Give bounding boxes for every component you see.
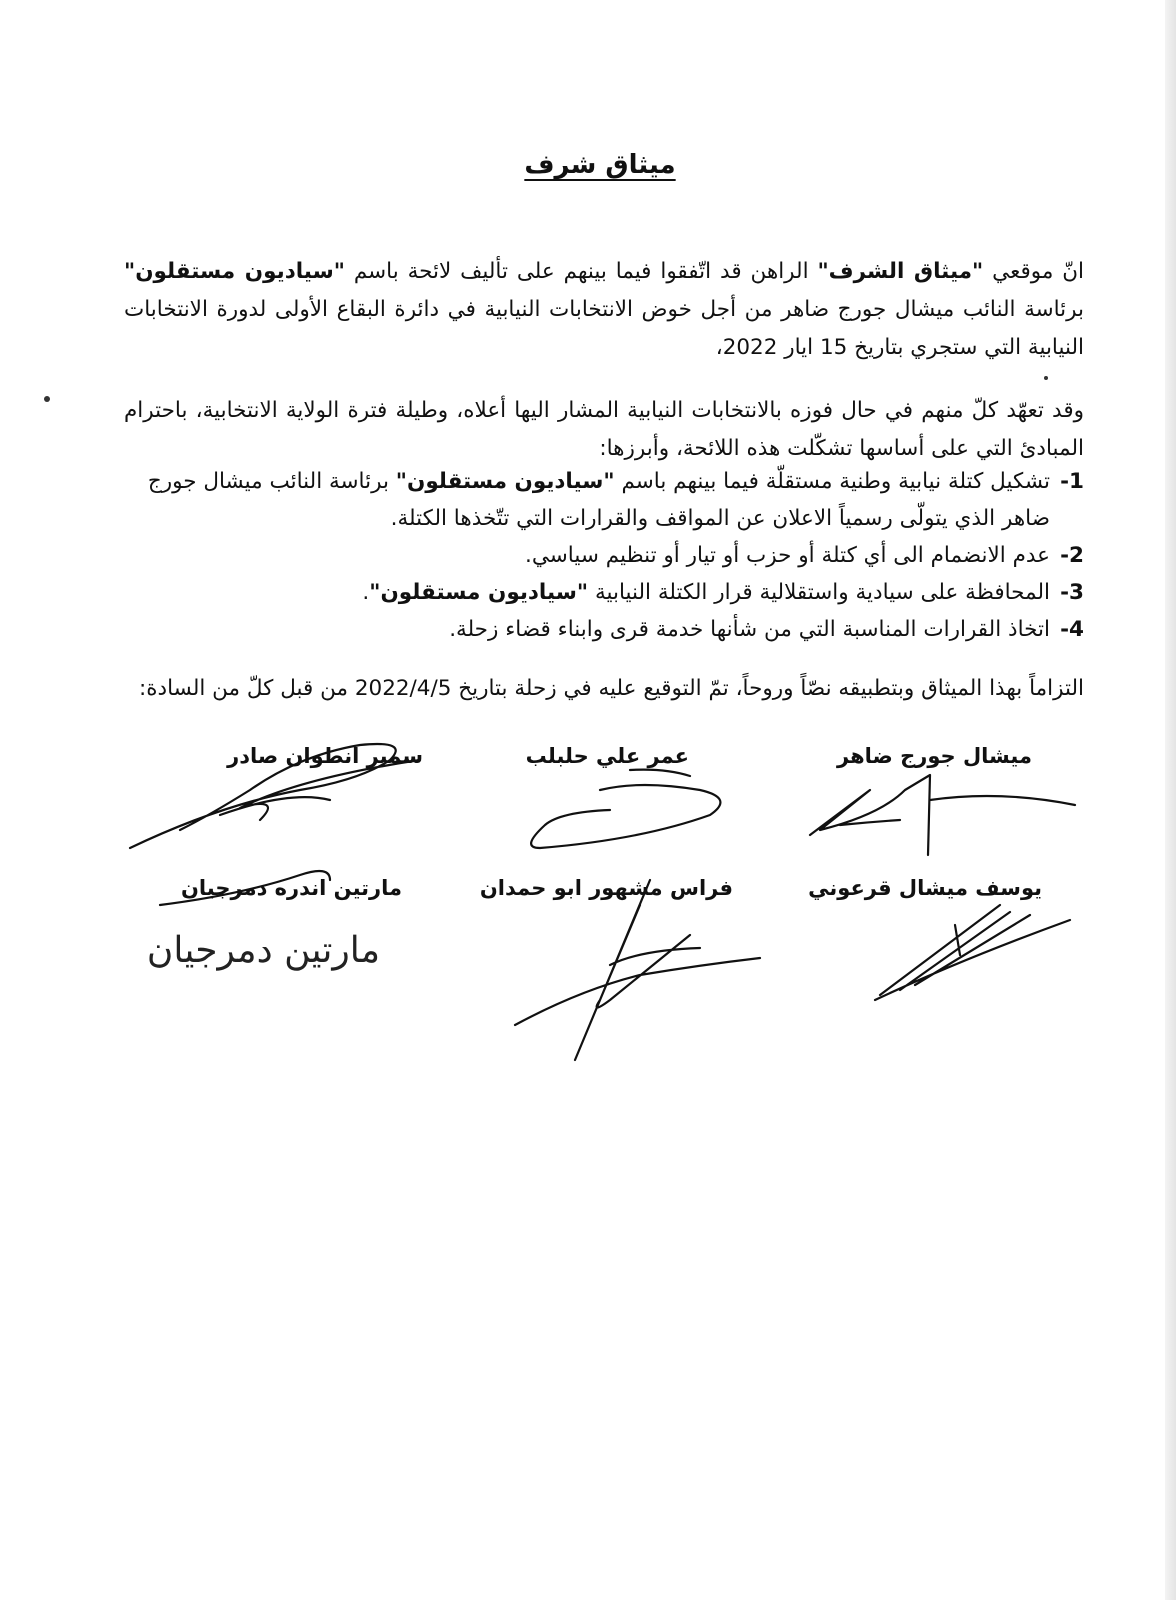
closing-paragraph: التزاماً بهذا الميثاق وبتطبيقه نصّاً وروحاً، تمّ التوقيع عليه في زحلة بتاريخ 2022/4/5 من قبل كلّ من السادة:: [139, 676, 1084, 701]
intro-charter-name: "ميثاق الشرف": [817, 259, 984, 284]
principle-text: .: [362, 580, 370, 605]
principle-item: [124, 537, 1084, 574]
signatory-name: عمر علي حلبلب: [525, 744, 689, 768]
principle-number: 4-: [1060, 617, 1084, 642]
principle-item: [124, 574, 1084, 611]
principle-item: [124, 611, 1084, 648]
principle-number: 1-: [1060, 469, 1084, 494]
scan-speck: [1044, 376, 1048, 380]
signatory-name: فراس مشهور ابو حمدان: [479, 876, 733, 900]
signatory-name: ميشال جورج ضاهر: [837, 744, 1032, 768]
intro-text-1: انّ موقعي: [983, 259, 1085, 284]
principle-number: 2-: [1060, 543, 1084, 568]
principle-item: [124, 463, 1084, 537]
principle-bold: "سياديون مستقلون": [369, 580, 589, 605]
signatory-name: سمير انطوان صادر: [227, 744, 423, 768]
handwritten-martine: مارتين دمرجيان: [146, 930, 380, 971]
document-title: ميثاق شرف: [524, 150, 676, 180]
intro-paragraph: [124, 253, 1084, 367]
principle-bold: "سياديون مستقلون": [395, 469, 615, 494]
principles-list: [124, 463, 1084, 648]
principle-text: تشكيل كتلة نيابية وطنية مستقلّة فيما بينهم باسم: [614, 469, 1050, 494]
scan-speck: [44, 396, 50, 402]
commitment-paragraph: وقد تعهّد كلّ منهم في حال فوزه بالانتخابات النيابية المشار اليها أعلاه، وطيلة فترة الولاية الانتخابية، باحترام المبادئ التي على أساسها تشكّلت هذه اللائحة، وأبرزها:: [124, 398, 1084, 461]
principle-text: اتخاذ القرارات المناسبة التي من شأنها خدمة قرى وابناء قضاء زحلة.: [449, 617, 1050, 642]
principle-text: المحافظة على سيادية واستقلالية قرار الكتلة النيابية: [588, 580, 1050, 605]
intro-text-3: برئاسة النائب ميشال جورج ضاهر من أجل خوض الانتخابات النيابية في دائرة البقاع الأولى لدورة الانتخابات النيابية التي ستجري بتاريخ 15 ايار 2022،: [124, 297, 1084, 360]
intro-list-name: "سياديون مستقلون": [124, 259, 345, 284]
signatory-name: يوسف ميشال قرعوني: [808, 876, 1042, 900]
signatory-name: مارتين اندره دمرجيان: [180, 876, 402, 900]
intro-text-2: الراهن قد اتّفقوا فيما بينهم على تأليف لائحة باسم: [344, 259, 818, 284]
principle-number: 3-: [1060, 580, 1084, 605]
principle-text: عدم الانضمام الى أي كتلة أو حزب أو تيار أو تنظيم سياسي.: [525, 543, 1050, 568]
principle-text: برئاسة النائب ميشال جورج ضاهر الذي يتولّى رسمياً الاعلان عن المواقف والقرارات التي تتّخذها الكتلة.: [147, 469, 1050, 531]
